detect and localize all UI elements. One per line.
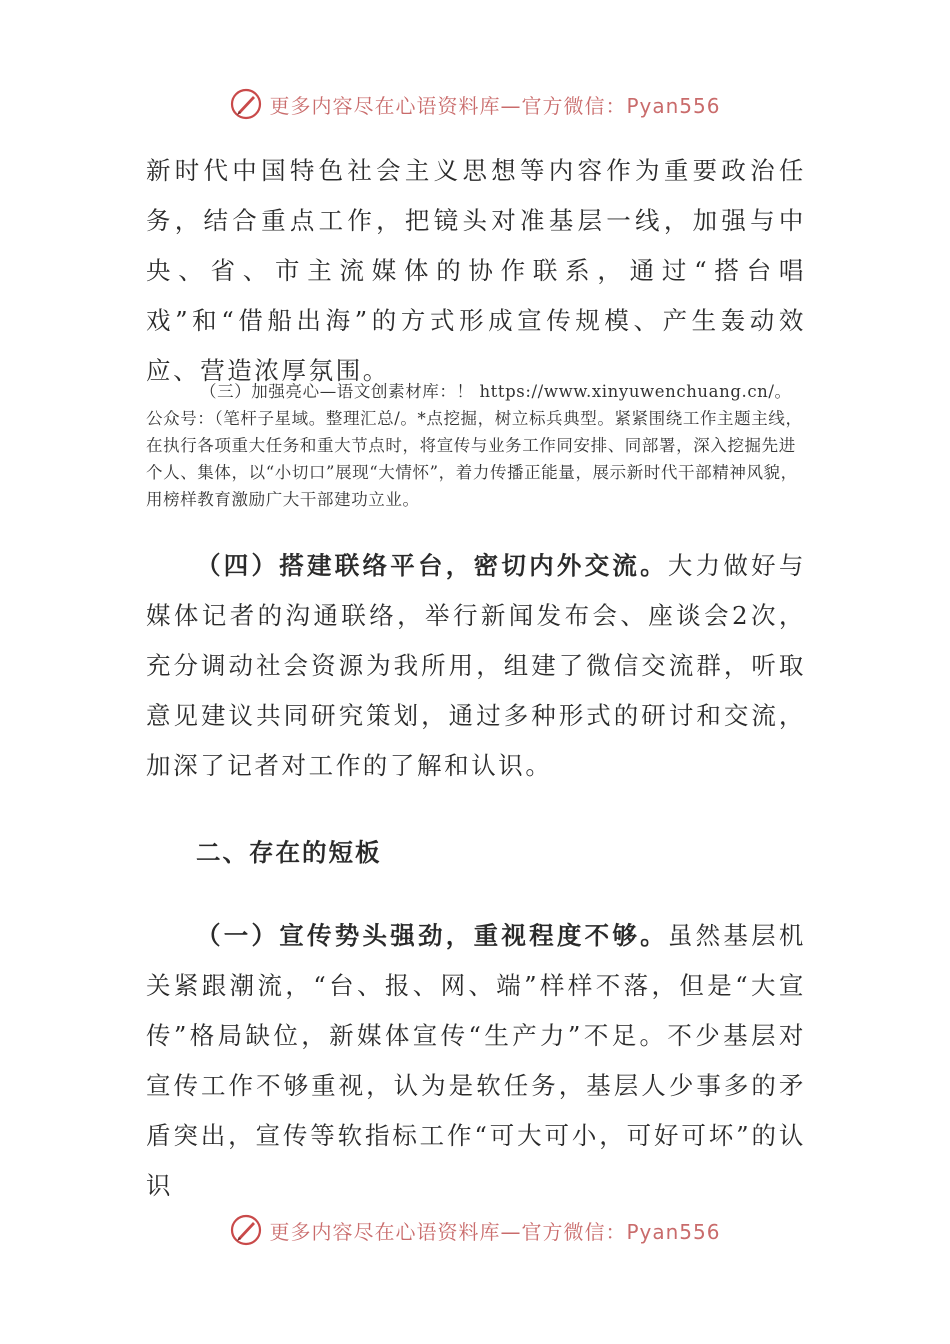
watermark-banner-bottom: [0, 1210, 950, 1250]
watermark-text: 更多内容尽在心语资料库—官方微信：Pyan556: [269, 93, 721, 118]
watermark-banner-top: [0, 84, 950, 124]
paragraph-continued: 新时代中国特色社会主义思想等内容作为重要政治任务，结合重点工作，把镜头对准基层一线，加强与中央、省、市主流媒体的协作联系，通过“搭台唱戏”和“借船出海”的方式形成宣传规模、产生轰动效应、营造浓厚氛围。: [146, 156, 806, 385]
pen-circle-logo-icon: [229, 1213, 263, 1247]
section-four-body: 大力做好与媒体记者的沟通联络，举行新闻发布会、座谈会2次，充分调动社会资源为我所用，组建了微信交流群，听取意见建议共同研究策划，通过多种形式的研讨和交流，加深了记者对工作的了解和认识。: [146, 551, 807, 780]
paragraph-section-three: [146, 378, 808, 513]
paragraph-shortcoming-one: [146, 911, 806, 1211]
shortcoming-one-body: 虽然基层机关紧跟潮流，“台、报、网、端”样样不落，但是“大宣传”格局缺位，新媒体宣传“生产力”不足。不少基层对宣传工作不够重视，认为是软任务，基层人少事多的矛盾突出，宣传等软指标工作“可大可小，可好可坏”的认识: [146, 921, 807, 1200]
pen-circle-logo-icon: [229, 87, 263, 121]
watermark-text: 更多内容尽在心语资料库—官方微信：Pyan556: [269, 1219, 721, 1244]
paragraph-section-four: [146, 541, 806, 791]
section-four-lead: （四）搭建联络平台，密切内外交流。: [196, 551, 668, 580]
shortcoming-one-lead: （一）宣传势头强劲，重视程度不够。: [196, 921, 668, 950]
section-heading-shortcomings: 二、存在的短板: [196, 838, 382, 867]
paragraph-section-three-text: （三）加强亮心—语文创素材库：！ https://www.xinyuwenchuang.cn/。公众号：（笔杆子星域。整理汇总/。*点挖掘，树立标兵典型。紧紧围绕工作主题主线，在执行各项重大任务和重大节点时，将宣传与业务工作同安排、同部署，深入挖掘先进个人、集体，以“小切口”展现“大情怀”，着力传播正能量，展示新时代干部精神风貌，用榜样教育激励广大干部建功立业。: [146, 382, 803, 509]
